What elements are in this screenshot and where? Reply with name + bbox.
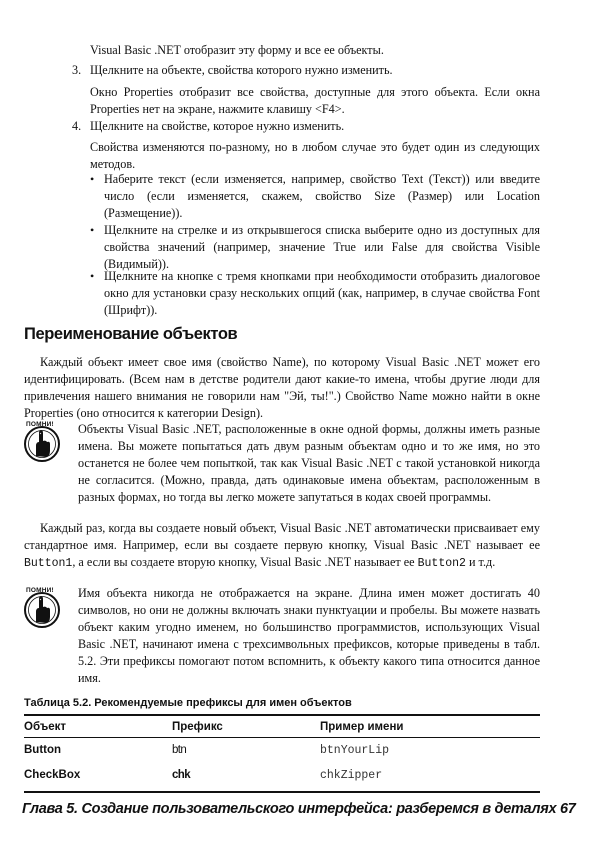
remember-icon-label: ПОМНИ!: [26, 421, 54, 428]
bullet-mark: •: [90, 269, 95, 283]
note-same-names: Объекты Visual Basic .NET, расположенные в окне одной формы, должны иметь разные имена. Вы можете попытаться дать двум разным объектам одно и то же имя, но это останется не более чем попыткой, так как Visual Basic .NET с такой установкой никогда не согласится. (Можно, правда, дать одинаковые имена объектам, расположенным в разных формах, но тогда вы легко можете запутаться в кодах своей программы.: [78, 422, 540, 504]
remember-icon: [22, 586, 62, 632]
table-header-example: Пример имени: [320, 721, 404, 733]
table-top-rule: [24, 714, 540, 716]
bullet-mark: •: [90, 223, 95, 237]
code-button1: Button1: [24, 557, 73, 570]
table-cell-example: btnYourLip: [320, 744, 390, 757]
paragraph-default-names-part1: Каждый раз, когда вы создаете новый объект, Visual Basic .NET автоматически присваивает ему стандартное имя. Например, если вы создаете первую кнопку, Visual Basic .NET называет ее: [24, 521, 540, 552]
table-header-object: Объект: [24, 721, 67, 733]
table-bottom-rule: [24, 791, 540, 793]
code-button2: Button2: [417, 557, 466, 570]
step-4-number: 4.: [72, 119, 82, 133]
step-3-number: 3.: [72, 63, 82, 77]
bullet-text: Щелкните на кнопке с тремя кнопками при необходимости отобразить диалоговое окно для установки сразу нескольких опций (как, например, в случае свойства Font (Шрифт)).: [104, 269, 540, 317]
table-caption: Таблица 5.2. Рекомендуемые префиксы для имен объектов: [24, 697, 352, 709]
table-cell-object: Button: [24, 744, 62, 756]
table-header-rule: [24, 737, 540, 738]
bullet-text: Наберите текст (если изменяется, например, свойство Text (Текст)) или введите число (если изменяется, скажем, свойство Size (Размер) или Location (Размещение)).: [104, 172, 540, 220]
table-cell-object: CheckBox: [24, 769, 81, 781]
table-cell-prefix: chk: [172, 769, 191, 781]
paragraph-default-names-part2: , а если вы создаете вторую кнопку, Visual Basic .NET называет ее: [72, 555, 418, 569]
table-cell-prefix: btn: [172, 744, 187, 756]
bullet-mark: •: [90, 172, 95, 186]
step-4-title: Щелкните на свойстве, которое нужно изменить.: [90, 119, 345, 133]
section-title: Переименование объектов: [24, 325, 238, 343]
remember-icon: [22, 420, 62, 466]
note-name-rules: Имя объекта никогда не отображается на экране. Длина имен может достигать 40 символов, но они не должны включать знаки пунктуации и пробелы. Вы можете назвать объект каким угодно именем, но большинство программистов, использующих Visual Basic .NET, начинают имена с трехсимвольных префиксов, которые приведены в табл. 5.2. Эти префиксы помогают потом вспомнить, к объекту какого типа относится данное имя.: [78, 586, 540, 685]
paragraph-default-names: [24, 520, 540, 572]
table-header-prefix: Префикс: [172, 721, 223, 733]
bullet-text: Щелкните на стрелке и из открывшегося списка выберите одно из доступных для свойства значений (например, значение True или False для свойства Visible (Видимый)).: [104, 223, 540, 271]
page-footer: Глава 5. Создание пользовательского интерфейса: разберемся в деталях 67: [22, 801, 576, 817]
paragraph-name-property: Каждый объект имеет свое имя (свойство Name), по которому Visual Basic .NET может его идентифицировать. (Всем нам в детстве родители дают какие-то имена, чтобы другие люди для привлечения нашего внимания не говорили нам "Эй, ты!".) Свойство Name можно найти в окне Properties (оно относится к категории Design).: [24, 355, 540, 420]
remember-icon-label: ПОМНИ!: [26, 587, 54, 594]
paragraph-default-names-part3: и т.д.: [465, 555, 496, 569]
intro-line: Visual Basic .NET отобразит эту форму и все ее объекты.: [90, 43, 384, 57]
step-3-title: Щелкните на объекте, свойства которого нужно изменить.: [90, 63, 393, 77]
table-cell-example: chkZipper: [320, 769, 383, 782]
step-4-body: Свойства изменяются по-разному, но в любом случае это будет один из следующих методов.: [90, 140, 540, 171]
step-3-body: Окно Properties отобразит все свойства, доступные для этого объекта. Если окна Properties нет на экране, нажмите клавишу <F4>.: [90, 85, 540, 116]
